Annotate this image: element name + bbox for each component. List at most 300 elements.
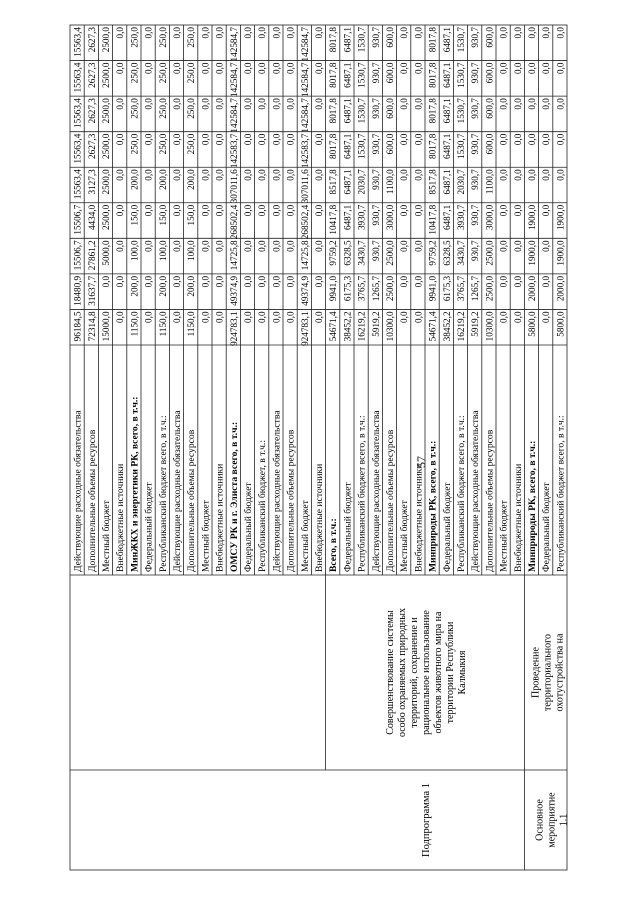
row-value: 268502,4 (299, 204, 310, 240)
row-value: 200,0 (186, 169, 197, 190)
row-value: 0,0 (115, 133, 126, 146)
row-value: 150,0 (186, 204, 197, 226)
row-label: Дополнительные объемы ресурсов (285, 429, 297, 572)
row-value: 0,0 (314, 169, 324, 181)
row-value: 0,0 (285, 98, 296, 110)
row-value: 200,0 (129, 275, 140, 297)
row-value: 1150,0 (129, 311, 140, 337)
row-value: 3430,7 (456, 240, 466, 266)
row-value: 0,0 (214, 204, 225, 217)
row-value: 9759,2 (328, 240, 339, 266)
row-value: 930,7 (370, 62, 381, 84)
row-value: 930,7 (370, 27, 381, 48)
row-value: 0,0 (555, 133, 566, 146)
row-value: 0,0 (314, 311, 324, 323)
row-value: 250,0 (186, 133, 197, 155)
row-value: 0,0 (399, 240, 410, 252)
row-label: Минприроды РК, всего, в т.ч.: (527, 440, 538, 572)
row-label: ОМСУ РК и г. Элиста всего, в т.ч.: (228, 421, 240, 572)
row-value: 8017,8 (427, 98, 438, 124)
row-value: 0,0 (512, 169, 523, 181)
row-value: 100,0 (186, 240, 197, 262)
row-value: 2500,0 (385, 275, 395, 302)
row-value: 930,7 (370, 98, 381, 119)
row-value: 0,0 (527, 133, 537, 146)
row-value: 930,7 (370, 133, 381, 155)
row-value: 250,0 (129, 27, 140, 48)
row-label: МинЖКХ и энергетики РК, всего, в т.ч.: (129, 396, 141, 572)
row-value: 0,0 (172, 27, 182, 39)
row-value: 100,0 (129, 240, 140, 262)
row-value: 2500,0 (484, 275, 495, 302)
row-value: 1900,0 (527, 204, 537, 231)
row-value: 0,0 (115, 98, 126, 110)
row-value: 100,0 (157, 240, 168, 262)
row-values (73, 27, 566, 346)
row-value: 10417,8 (328, 204, 339, 235)
row-value: 2500,0 (101, 98, 111, 124)
row-value: 0,0 (143, 62, 154, 75)
row-value: 0,0 (498, 98, 509, 110)
row-value: 0,0 (399, 169, 410, 181)
row-value: 0,0 (271, 204, 282, 217)
row-value: 250,0 (157, 62, 168, 84)
row-value: 0,0 (541, 62, 552, 75)
row-value: 0,0 (200, 275, 211, 288)
row-value: 16219,2 (456, 311, 466, 342)
row-value: 250,0 (129, 133, 140, 155)
row-value: 0,0 (257, 204, 268, 217)
row-value: 14725,8 (299, 240, 310, 271)
row-value: 3765,7 (356, 275, 367, 302)
row-value: 0,0 (541, 133, 552, 146)
row-value: 0,0 (200, 169, 211, 181)
row-value: 0,0 (413, 98, 424, 110)
row-value: 200,0 (157, 275, 168, 297)
row-value: 6487,1 (342, 27, 353, 53)
row-value: 0,0 (243, 169, 253, 181)
row-value: 0,0 (541, 204, 552, 217)
row-value: 0,0 (243, 27, 253, 39)
row-value: 0,0 (271, 133, 282, 146)
row-value: 0,0 (257, 311, 268, 323)
row-value: 0,0 (555, 62, 566, 75)
row-value: 268502,4 (228, 204, 239, 240)
row-value: 10300,0 (484, 311, 495, 342)
row-value: 2500,0 (385, 240, 395, 266)
row-label: Действующие расходные обязательства (370, 410, 382, 572)
row-value: 0,0 (172, 275, 182, 288)
row-label: Дополнительные объемы ресурсов (484, 429, 496, 572)
row-value: 0,0 (541, 27, 552, 39)
row-value: 0,0 (512, 204, 523, 217)
row-value: 96184,5 (72, 311, 83, 342)
row-value: 0,0 (243, 204, 253, 217)
row-value: 600,0 (484, 98, 495, 119)
row-value: 0,0 (285, 240, 296, 252)
row-value: 200,0 (186, 275, 197, 297)
row-value: 930,7 (370, 240, 381, 262)
row-value: 250,0 (157, 133, 168, 155)
row-value: 0,0 (115, 204, 126, 217)
row-value: 6487,1 (342, 62, 353, 88)
row-label: Внебюджетные источники (214, 463, 226, 572)
row-value: 142584,7 (228, 27, 239, 62)
row-value: 0,0 (243, 133, 253, 146)
row-value: 2030,7 (456, 169, 466, 195)
row-label: Местный бюджет (200, 500, 212, 572)
row-value: 0,0 (172, 204, 182, 217)
row-value: 250,0 (186, 27, 197, 48)
row-value: 0,0 (243, 98, 253, 110)
row-value: 3930,7 (456, 204, 466, 231)
row-value: 930,7 (470, 204, 481, 226)
row-value: 0,0 (413, 133, 424, 146)
row-value: 600,0 (484, 133, 495, 155)
row-value: 0,0 (314, 62, 324, 75)
row-value: 1900,0 (527, 240, 537, 266)
row-value: 6328,5 (342, 240, 353, 266)
row-value: 0,0 (271, 311, 282, 323)
row-value: 307011,6 (228, 169, 239, 204)
row-value: 1530,7 (356, 27, 367, 53)
row-value: 0,0 (271, 275, 282, 288)
row-value: 8517,8 (328, 169, 339, 195)
row-value: 2627,3 (86, 98, 97, 124)
row-value: 142584,7 (299, 98, 310, 133)
row-value: 5919,2 (470, 311, 481, 337)
row-value: 0,0 (143, 204, 154, 217)
row-label: Местный бюджет (498, 500, 510, 572)
row-value: 5000,0 (101, 240, 111, 266)
row-value: 2500,0 (101, 204, 111, 231)
row-value: 0,0 (314, 98, 324, 110)
row-value: 0,0 (413, 62, 424, 75)
row-value: 0,0 (555, 98, 566, 110)
row-value: 0,0 (498, 240, 509, 252)
row-value: 0,0 (214, 169, 225, 181)
row-value: 930,7 (470, 27, 481, 48)
row-value: 31637,7 (86, 275, 97, 306)
row-label: Действующие расходные обязательства (72, 410, 84, 572)
row-value: 1150,0 (157, 311, 168, 337)
row-label: Местный бюджет (299, 500, 311, 572)
row-value: 3430,7 (356, 240, 367, 266)
row-value: 1900,0 (555, 240, 566, 266)
row-value: 0,0 (271, 169, 282, 181)
row-value: 0,0 (214, 27, 225, 39)
row-value: 0,0 (314, 204, 324, 217)
row-value: 0,0 (285, 311, 296, 323)
row-value: 0,0 (498, 133, 509, 146)
row-label: Федеральный бюджет (541, 482, 553, 572)
row-value: 9941,0 (328, 275, 339, 302)
row-value: 0,0 (498, 27, 509, 39)
row-value: 0,0 (172, 240, 182, 252)
row-value: 0,0 (243, 62, 253, 75)
row-value: 930,7 (470, 240, 481, 262)
row-value: 250,0 (157, 27, 168, 48)
row-value: 142584,7 (228, 98, 239, 133)
row-value: 0,0 (285, 62, 296, 75)
row-value: 0,0 (314, 275, 324, 288)
row-value: 0,0 (527, 27, 537, 39)
row-value: 6487,1 (342, 133, 353, 159)
row-label: Минприроды РК, всего, в т.ч.: (427, 440, 439, 572)
row-value: 0,0 (214, 240, 225, 252)
row-value: 3127,3 (86, 169, 97, 195)
row-value: 0,0 (399, 204, 410, 217)
row-value: 6487,1 (441, 169, 452, 195)
row-value: 930,7 (470, 133, 481, 155)
row-value: 6487,1 (441, 133, 452, 159)
row-label: Республиканский бюджет всего, в т.ч.: (157, 415, 169, 572)
row-value: 15563,4 (72, 27, 83, 57)
row-value: 0,0 (271, 240, 282, 252)
row-value: 0,0 (214, 133, 225, 146)
row-value: 0,0 (512, 275, 523, 288)
row-label: Федеральный бюджет (441, 482, 453, 572)
row-value: 200,0 (157, 169, 168, 190)
row-value: 0,0 (413, 204, 424, 217)
row-label: Республиканский бюджет всего, в т.ч.: (356, 415, 368, 572)
row-value: 0,0 (115, 62, 126, 75)
row-value: 0,0 (512, 98, 523, 110)
row-value: 1100,0 (385, 169, 395, 195)
row-value: 0,0 (115, 27, 126, 39)
row-value: 250,0 (186, 98, 197, 119)
row-value: 0,0 (200, 311, 211, 323)
row-value: 600,0 (385, 133, 395, 155)
row-value: 0,0 (413, 27, 424, 39)
row-value: 8017,8 (427, 62, 438, 88)
row-value: 6487,1 (441, 98, 452, 124)
budget-table (70, 25, 569, 870)
row-label: Местный бюджет (399, 500, 411, 572)
row-value: 1530,7 (456, 133, 466, 159)
row-value: 1530,7 (356, 62, 367, 88)
row-label: Всего, в т.ч.: (328, 518, 340, 572)
row-value: 0,0 (143, 98, 154, 110)
row-value: 1530,7 (356, 98, 367, 124)
row-value: 2030,7 (356, 169, 367, 195)
row-label: Федеральный бюджет (143, 482, 155, 572)
row-value: 0,0 (172, 62, 182, 75)
row-value: 0,0 (285, 133, 296, 146)
row-value: 1530,7 (356, 133, 367, 159)
row-value: 2500,0 (101, 169, 111, 195)
row-value: 0,0 (200, 133, 211, 146)
row-value: 250,0 (186, 62, 197, 84)
row-label: Республиканский бюджет всего, в т.ч.: (555, 415, 567, 572)
row-value: 1265,7 (370, 275, 381, 302)
row-value: 0,0 (399, 311, 410, 323)
row-label: Федеральный бюджет (342, 482, 354, 572)
row-value: 6487,1 (441, 62, 452, 88)
row-value: 6175,3 (342, 275, 353, 302)
row-value: 0,0 (143, 240, 154, 252)
row-value: 0,0 (512, 311, 523, 323)
row-value: 924783,1 (228, 311, 239, 346)
row-value: 1530,7 (456, 98, 466, 124)
row-value: 142583,7 (228, 133, 239, 169)
row-value: 0,0 (257, 169, 268, 181)
row-label: Внебюджетные источники (314, 463, 325, 572)
row-label: Дополнительные объемы ресурсов (385, 429, 396, 572)
row-value: 2500,0 (101, 27, 111, 53)
row-value: 600,0 (484, 27, 495, 48)
program-column (385, 608, 569, 857)
row-value: 0,0 (200, 204, 211, 217)
row-value: 0,0 (413, 240, 424, 252)
row-value: 14725,8 (228, 240, 239, 271)
row-value: 0,0 (143, 311, 154, 323)
row-label: Дополнительные объемы ресурсов (186, 429, 198, 572)
row-value: 2627,3 (86, 27, 97, 53)
row-value: 8017,8 (328, 133, 339, 159)
row-label: Республиканский бюджет, в т.ч.: (257, 440, 269, 572)
row-value: 3000,0 (484, 204, 495, 231)
row-value: 15563,4 (72, 133, 83, 164)
row-value: 2000,0 (527, 275, 537, 302)
row-value: 0,0 (200, 62, 211, 75)
row-value: 0,0 (200, 98, 211, 110)
subprogram-title: Совершенствование системыособо охраняемых природныхтерриторий, сохранение ирациональное использованиеобъектов животного мира натерритории РеспубликиКалмыкия (385, 608, 468, 737)
row-value: 15000,0 (101, 311, 111, 342)
row-value: 1530,7 (456, 62, 466, 88)
event-title: Проведениетерриториальногоохотустройства на (530, 633, 566, 712)
row-value: 38452,2 (441, 311, 452, 342)
row-value: 0,0 (172, 98, 182, 110)
row-value: 15506,7 (72, 240, 83, 271)
row-value: 600,0 (385, 62, 395, 84)
row-value: 0,0 (285, 204, 296, 217)
row-value: 930,7 (470, 62, 481, 84)
row-value: 0,0 (512, 27, 523, 39)
row-value: 0,0 (200, 27, 211, 39)
row-value: 930,7 (470, 169, 481, 190)
row-value: 0,0 (143, 275, 154, 288)
row-value: 0,0 (512, 133, 523, 146)
row-value: 3000,0 (385, 204, 395, 231)
row-value: 0,0 (413, 311, 424, 323)
row-label: Действующие расходные обязательства (470, 410, 482, 572)
row-value: 15563,4 (72, 62, 83, 93)
row-value: 6487,1 (342, 204, 353, 231)
row-value: 0,0 (541, 169, 552, 181)
row-value: 0,0 (413, 169, 424, 181)
row-value: 0,0 (399, 27, 410, 39)
row-value: 0,0 (498, 169, 509, 181)
row-value: 0,0 (115, 240, 126, 252)
row-value: 49374,9 (228, 275, 239, 306)
row-value: 16219,2 (356, 311, 367, 342)
row-value: 0,0 (541, 311, 552, 323)
row-value: 0,0 (271, 27, 282, 39)
row-value: 1900,0 (555, 204, 566, 231)
row-value: 0,0 (243, 240, 253, 252)
row-value: 0,0 (271, 98, 282, 110)
row-value: 930,7 (370, 204, 381, 226)
row-value: 250,0 (129, 98, 140, 119)
row-value: 0,0 (413, 275, 424, 288)
row-value: 250,0 (129, 62, 140, 84)
row-value: 0,0 (541, 275, 552, 288)
row-value: 142584,7 (228, 62, 239, 98)
row-value: 0,0 (555, 169, 566, 181)
row-value: 930,7 (370, 169, 381, 190)
row-value: 0,0 (257, 98, 268, 110)
row-value: 0,0 (172, 133, 182, 146)
row-value: 0,0 (498, 275, 509, 288)
row-value: 1265,7 (470, 275, 481, 302)
row-label: Местный бюджет (101, 500, 112, 572)
row-value: 6487,1 (441, 204, 452, 231)
row-value: 1530,7 (456, 27, 466, 53)
page-number: 57 (414, 456, 428, 468)
row-value: 9941,0 (427, 275, 438, 302)
row-value: 0,0 (257, 275, 268, 288)
row-label: Дополнительные объемы ресурсов (86, 429, 98, 572)
row-value: 18480,9 (72, 275, 83, 306)
row-value: 0,0 (257, 27, 268, 39)
row-value: 600,0 (385, 98, 395, 119)
row-value: 0,0 (172, 169, 182, 181)
row-value: 0,0 (285, 275, 296, 288)
row-value: 15563,4 (72, 169, 83, 200)
row-value: 2000,0 (555, 275, 566, 302)
row-value: 5800,0 (527, 311, 537, 337)
row-value: 6328,5 (441, 240, 452, 266)
row-value: 10300,0 (385, 311, 395, 342)
row-label: Внебюджетные источники (413, 463, 425, 572)
row-value: 0,0 (512, 240, 523, 252)
row-value: 0,0 (541, 98, 552, 110)
row-value: 0,0 (555, 27, 566, 39)
event-label: Основноемероприятие1.1 (534, 792, 570, 848)
subprogram-label: Подпрограмма 1 (421, 783, 432, 857)
row-value: 0,0 (214, 311, 225, 323)
row-value: 5919,2 (370, 311, 381, 337)
row-value: 49374,9 (299, 275, 310, 306)
row-value: 0,0 (285, 169, 296, 181)
row-value: 0,0 (200, 240, 211, 252)
row-value: 250,0 (157, 98, 168, 119)
row-value: 600,0 (484, 62, 495, 84)
row-value: 9759,2 (427, 240, 438, 266)
row-value: 0,0 (285, 27, 296, 39)
row-value: 930,7 (470, 98, 481, 119)
row-value: 54671,4 (427, 311, 438, 342)
row-value: 600,0 (385, 27, 395, 48)
row-value: 1100,0 (484, 169, 495, 195)
row-value: 0,0 (498, 204, 509, 217)
row-value: 2500,0 (484, 240, 495, 266)
row-value: 2627,3 (86, 133, 97, 159)
row-value: 6487,1 (342, 98, 353, 124)
row-value: 0,0 (115, 169, 126, 181)
row-value: 4434,0 (86, 204, 97, 231)
row-value: 0,0 (143, 169, 154, 181)
row-value: 15506,7 (72, 204, 83, 235)
row-value: 150,0 (129, 204, 140, 226)
row-value: 0,0 (214, 275, 225, 288)
row-value: 2627,3 (86, 62, 97, 88)
row-value: 54671,4 (328, 311, 339, 342)
row-value: 0,0 (243, 275, 253, 288)
row-label: Действующие расходные обязательства (172, 410, 183, 572)
row-value: 10417,8 (427, 204, 438, 235)
